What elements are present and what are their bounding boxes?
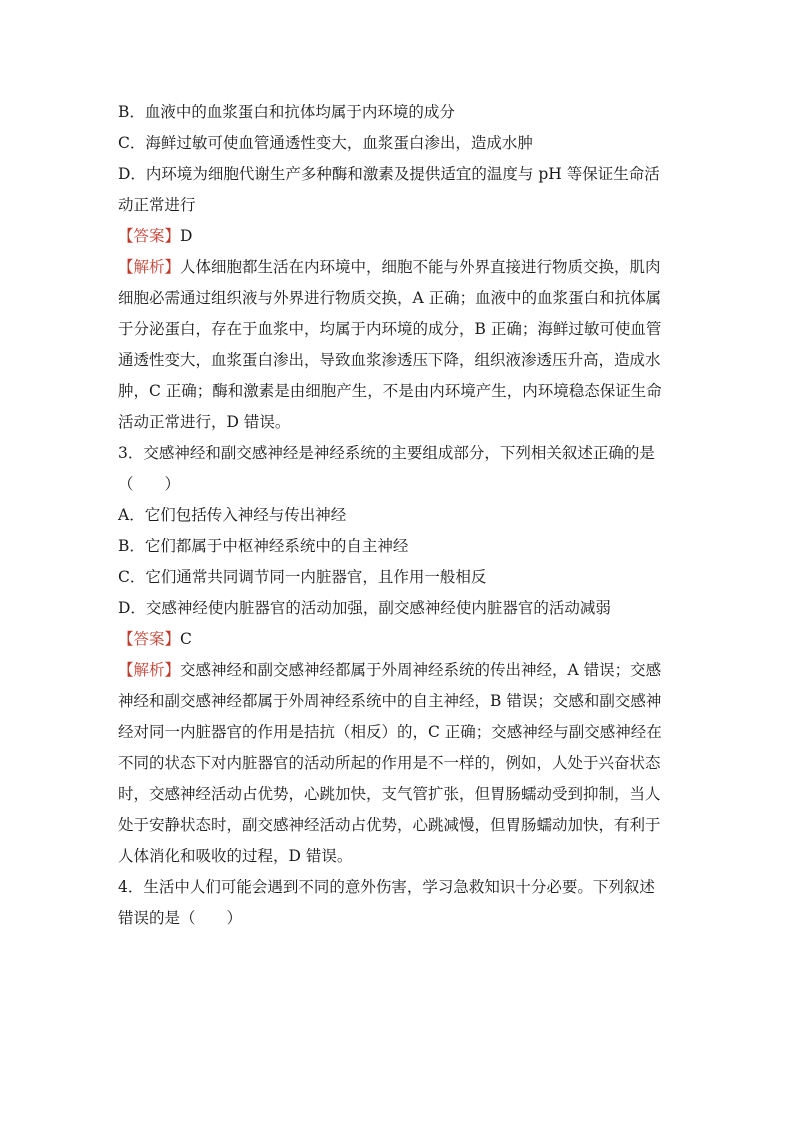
q3-option-a: A．它们包括传入神经与传出神经 (118, 506, 347, 524)
q4-stem-line2: 错误的是（ ） (118, 909, 243, 927)
q3-option-d: D．交感神经使内脏器官的活动加强，副交感神经使内脏器官的活动减弱 (118, 599, 611, 617)
analysis-text: 交感神经和副交感神经都属于外周神经系统的传出神经，A 错误；交感 (180, 661, 662, 679)
q3-stem-line1: 3．交感神经和副交感神经是神经系统的主要组成部分，下列相关叙述正确的是 (118, 444, 655, 462)
q3-analysis-line6: 处于安静状态时，副交感神经活动占优势，心跳减慢，但胃肠蠕动加快，有利于 (118, 816, 661, 834)
answer-tag: 【答案】 (118, 227, 181, 245)
analysis-tag: 【解析】 (118, 258, 181, 276)
analysis-text: 人体细胞都生活在内环境中，细胞不能与外界直接进行物质交换，肌肉 (180, 258, 661, 276)
question-content (118, 97, 678, 934)
q2-answer (118, 221, 678, 252)
q3-stem-line2: （ ） (118, 475, 181, 493)
q2-analysis-line1 (118, 252, 678, 283)
q3-analysis-line5: 时，交感神经活动占优势，心跳加快，支气管扩张，但胃肠蠕动受到抑制，当人 (118, 785, 661, 803)
q2-analysis-line3: 于分泌蛋白，存在于血浆中，均属于内环境的成分，B 正确；海鲜过敏可使血管 (118, 320, 662, 338)
q3-analysis-line7: 人体消化和吸收的过程，D 错误。 (118, 847, 353, 865)
q3-option-b: B．它们都属于中枢神经系统中的自主神经 (118, 537, 409, 555)
q2-option-b: B．血液中的血浆蛋白和抗体均属于内环境的成分 (118, 103, 455, 121)
q2-analysis-line2: 细胞必需通过组织液与外界进行物质交换，A 正确；血液中的血浆蛋白和抗体属 (118, 289, 662, 307)
q2-analysis-line4: 通透性变大，血浆蛋白渗出，导致血浆渗透压下降，组织液渗透压升高，造成水 (118, 351, 661, 369)
q2-option-c: C．海鲜过敏可使血管通透性变大，血浆蛋白渗出，造成水肿 (118, 134, 533, 152)
answer-tag: 【答案】 (118, 630, 181, 648)
q3-answer (118, 624, 678, 655)
q2-option-d-line1: D．内环境为细胞代谢生产多种酶和激素及提供适宜的温度与 pH 等保证生命活 (118, 165, 660, 183)
answer-value: C (180, 630, 192, 648)
answer-value: D (180, 227, 193, 245)
q3-analysis-line4: 不同的状态下对内脏器官的活动所起的作用是不一样的，例如，人处于兴奋状态 (118, 754, 661, 772)
q4-stem-line1: 4．生活中人们可能会遇到不同的意外伤害，学习急救知识十分必要。下列叙述 (118, 878, 655, 896)
q3-option-c: C．它们通常共同调节同一内脏器官，且作用一般相反 (118, 568, 487, 586)
q2-option-d-line2: 动正常进行 (118, 196, 196, 214)
q3-analysis-line3: 经对同一内脏器官的作用是拮抗（相反）的，C 正确；交感神经与副交感神经在 (118, 723, 662, 741)
q3-analysis-line2: 神经和副交感神经都属于外周神经系统中的自主神经，B 错误；交感和副交感神 (118, 692, 662, 710)
q3-analysis-line1 (118, 655, 678, 686)
q2-analysis-line6: 活动正常进行，D 错误。 (118, 413, 291, 431)
analysis-tag: 【解析】 (118, 661, 181, 679)
q2-analysis-line5: 肿，C 正确；酶和激素是由细胞产生，不是由内环境产生，内环境稳态保证生命 (118, 382, 662, 400)
